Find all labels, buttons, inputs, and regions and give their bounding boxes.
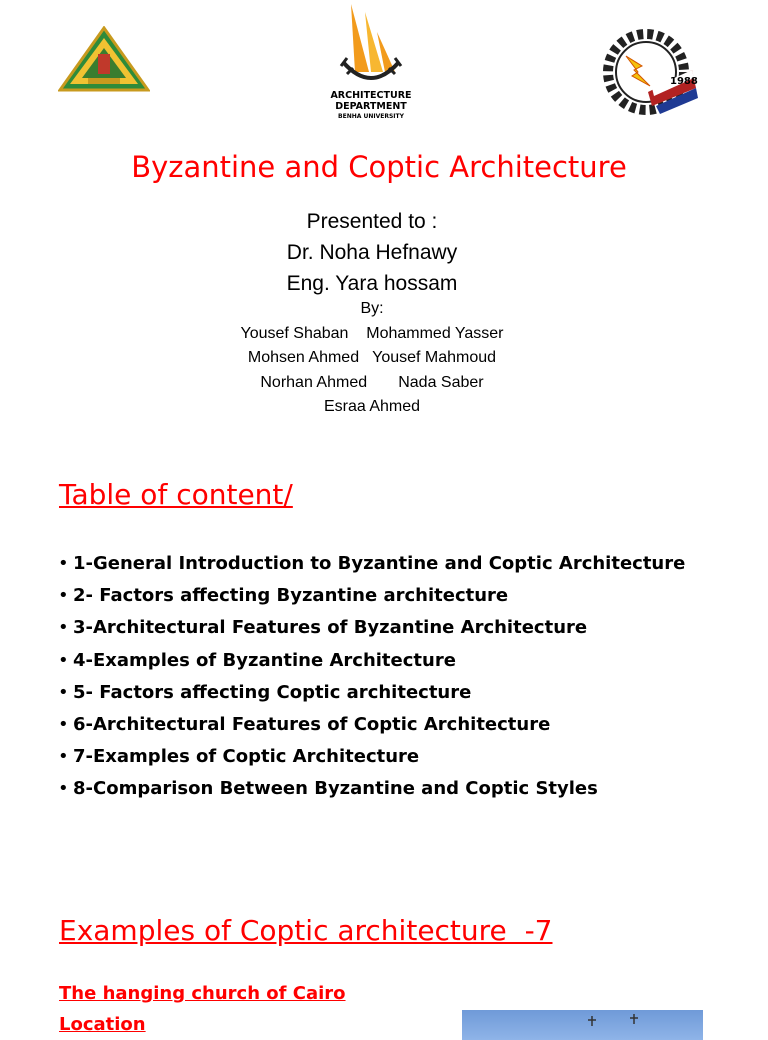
toc-item-text: 1-General Introduction to Byzantine and Coptic Architecture: [73, 553, 686, 574]
toc-item: [58, 612, 685, 644]
toc-item: [58, 677, 685, 709]
authors-row: Mohsen Ahmed Yousef Mahmoud: [247, 349, 497, 366]
bullet-icon: •: [58, 746, 69, 768]
church-photo: [462, 1010, 703, 1040]
presenter-name: Eng. Yara hossam: [286, 272, 458, 295]
engineering-faculty-gear-logo-icon: [596, 26, 704, 122]
toc-item-text: 8-Comparison Between Byzantine and Coptic Styles: [73, 778, 598, 800]
toc-item: [58, 709, 685, 741]
toc-heading: Table of content/: [59, 478, 293, 511]
toc-item: [58, 773, 685, 805]
logo-line-3: BENHA UNIVERSITY: [338, 113, 404, 120]
toc-item: [58, 548, 685, 580]
bullet-icon: •: [58, 649, 69, 671]
bullet-icon: •: [58, 778, 69, 800]
examples-heading: Examples of Coptic architecture -7: [59, 914, 553, 947]
toc-item: [58, 580, 685, 612]
university-emblem-icon: [58, 26, 150, 96]
bullet-icon: •: [58, 553, 69, 574]
bullet-icon: •: [58, 714, 69, 736]
presenter-name: Dr. Noha Hefnawy: [286, 241, 458, 264]
church-title: The hanging church of Cairo: [59, 983, 346, 1004]
toc-list: [58, 548, 685, 806]
toc-item-text: 7-Examples of Coptic Architecture: [73, 746, 420, 768]
logo-line-1: ARCHITECTURE: [330, 90, 412, 101]
bullet-icon: •: [58, 681, 69, 703]
document-title: Byzantine and Coptic Architecture: [131, 150, 627, 184]
bullet-icon: •: [58, 617, 69, 639]
logo-line-2: DEPARTMENT: [335, 101, 407, 112]
toc-item-text: 2- Factors affecting Byzantine architecture: [73, 585, 509, 607]
toc-item: [58, 741, 685, 773]
authors-row: Norhan Ahmed Nada Saber: [260, 373, 484, 391]
authors-block: [0, 297, 744, 420]
toc-item: [58, 645, 685, 677]
presented-label: Presented to :: [306, 210, 438, 233]
presented-to-block: [0, 206, 744, 299]
architecture-department-logo-icon: [325, 2, 417, 122]
authors-row: Yousef Shaban Mohammed Yasser: [240, 324, 504, 342]
toc-item-text: 3-Architectural Features of Byzantine Architecture: [73, 617, 588, 639]
logo-year: 1988: [670, 76, 698, 87]
location-label: Location: [59, 1014, 146, 1035]
authors-row: Esraa Ahmed: [323, 398, 421, 415]
bullet-icon: •: [58, 585, 69, 607]
toc-item-text: 5- Factors affecting Coptic architecture: [73, 681, 472, 703]
by-label: By:: [360, 300, 384, 317]
toc-item-text: 6-Architectural Features of Coptic Architecture: [73, 714, 551, 736]
toc-item-text: 4-Examples of Byzantine Architecture: [73, 649, 456, 671]
